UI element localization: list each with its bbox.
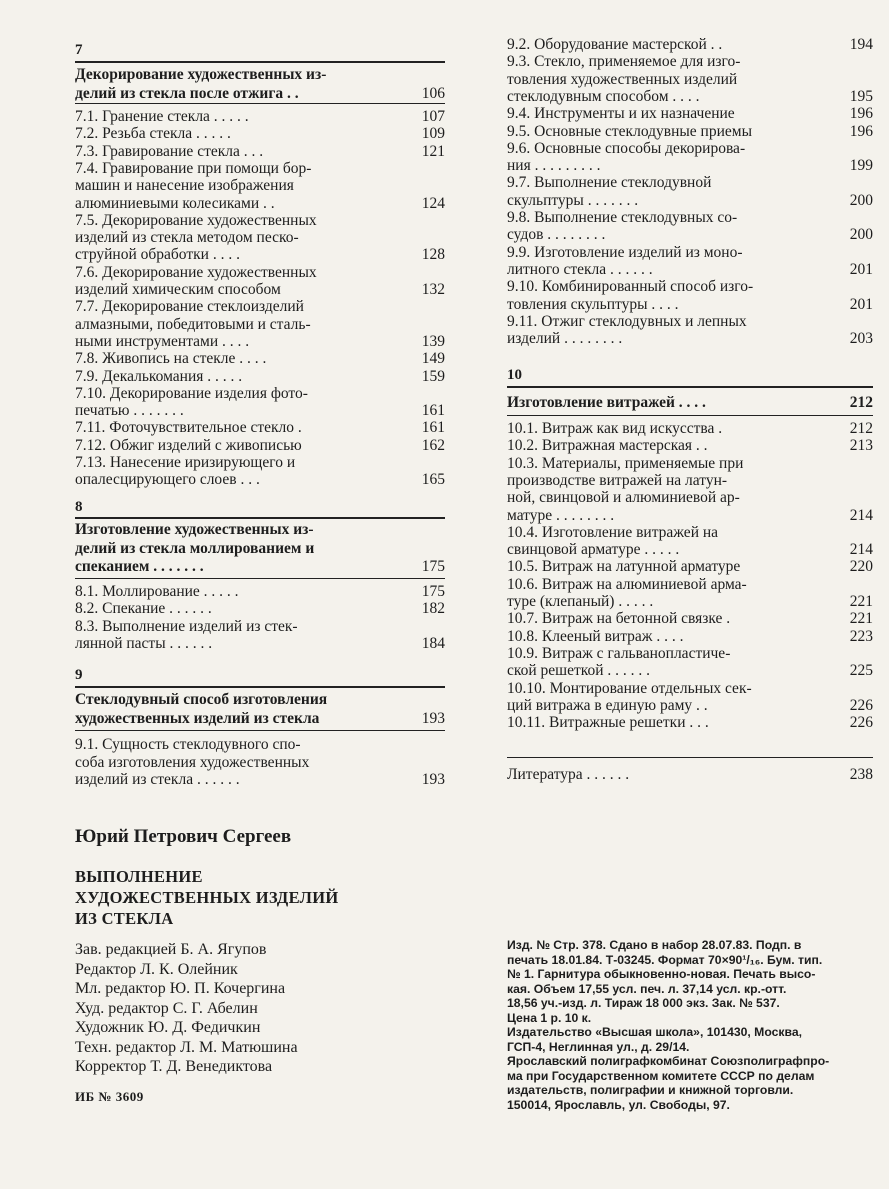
toc-entry-text: 9.5. Основные стеклодувные приемы: [507, 122, 752, 140]
toc-entry-page: 195: [849, 87, 873, 105]
chapter-9-subrule: [75, 730, 445, 731]
toc-entry-text: 7.6. Декорирование художественных: [75, 263, 317, 281]
toc-entry-text: 7.1. Гранение стекла . . . . .: [75, 108, 249, 125]
imprint-line: Цена 1 р. 10 к.: [507, 1010, 592, 1025]
toc-entry-text: 9.2. Оборудование мастерской . .: [507, 36, 723, 53]
chapter-7-number: 7: [75, 42, 83, 58]
toc-entry-text: печатью . . . . . . .: [75, 402, 184, 420]
toc-entry-page: 149: [421, 350, 445, 368]
book-title-line-1: ВЫПОЛНЕНИЕ: [75, 867, 203, 886]
toc-entry-page: 220: [849, 558, 873, 576]
toc-entry-text: 7.3. Гравирование стекла . . .: [75, 142, 264, 160]
toc-entry-page: 212: [849, 420, 873, 437]
toc-entry-text: свинцовой арматуре . . . . .: [507, 541, 680, 559]
chapter-heading-text: Декорирование художественных из-: [75, 66, 327, 83]
toc-entry-text: 7.8. Живопись на стекле . . . .: [75, 350, 267, 368]
chapter-10-number: 10: [507, 367, 522, 383]
toc-entry-page: 175: [421, 583, 445, 600]
toc-entry-text: 7.13. Нанесение иризирующего и: [75, 454, 296, 471]
toc-entry-page: 221: [849, 610, 873, 628]
toc-entry-page: 128: [421, 246, 445, 264]
chapter-7-subrule: [75, 103, 445, 104]
imprint-line: печать 18.01.84. Т-03245. Формат 70×90¹/₁₆. Бум. тип.: [507, 952, 823, 967]
toc-entry-page: 226: [849, 714, 873, 732]
staff-line: Редактор Л. К. Олейник: [75, 960, 238, 978]
imprint-line: 18,56 уч.-изд. л. Тираж 18 000 экз. Зак. № 537.: [507, 996, 780, 1010]
toc-entry-text: 9.9. Изготовление изделий из моно-: [507, 243, 743, 261]
toc-entry-text: 9.3. Стекло, применяемое для изго-: [507, 53, 741, 71]
toc-entry-page: 121: [421, 142, 445, 160]
toc-entry-page: 223: [849, 627, 873, 645]
imprint-line: Издательство «Высшая школа», 101430, Москва,: [507, 1025, 802, 1039]
ib-number: ИБ № 3609: [75, 1089, 144, 1104]
toc-entry-text: 10.9. Витраж с гальванопластиче-: [507, 644, 731, 662]
toc-entry-text: 10.1. Витраж как вид искусства .: [507, 420, 723, 437]
toc-entry-text: соба изготовления художественных: [75, 753, 310, 771]
chapter-heading-text: художественных изделий из стекла: [75, 709, 320, 727]
toc-entry-text: опалесцирующего слоев . . .: [75, 471, 260, 489]
toc-entry-page: 196: [849, 122, 873, 140]
chapter-8-number: 8: [75, 499, 83, 515]
book-title-line-2: ХУДОЖЕСТВЕННЫХ ИЗДЕЛИЙ: [75, 888, 339, 907]
staff-line: Зав. редакцией Б. А. Ягупов: [75, 941, 267, 958]
toc-entry-text: изделий из стекла методом песко-: [75, 229, 299, 247]
toc-entry-page: 124: [421, 194, 445, 212]
toc-entry-text: 10.7. Витраж на бетонной связке .: [507, 610, 731, 628]
toc-entry-text: 8.2. Спекание . . . . . .: [75, 600, 212, 618]
toc-entry-text: 9.8. Выполнение стеклодувных со-: [507, 209, 738, 226]
chapter-10-rule: [507, 386, 873, 388]
toc-entry-page: 162: [421, 436, 445, 454]
toc-entry-text: 7.9. Декалькомания . . . . .: [75, 367, 243, 385]
toc-entry-text: 10.3. Материалы, применяемые при: [507, 454, 744, 472]
toc-entry-page: 226: [849, 696, 873, 714]
toc-entry-page: 182: [421, 600, 445, 618]
imprint-line: кая. Объем 17,55 усл. печ. л. 37,14 усл. кр.-отт.: [507, 981, 787, 996]
toc-entry-text: 9.6. Основные способы декорирова-: [507, 139, 746, 157]
toc-entry-page: 196: [849, 105, 873, 123]
toc-entry-text: 7.10. Декорирование изделия фото-: [75, 384, 308, 402]
toc-entry-text: матуре . . . . . . . .: [507, 506, 615, 524]
imprint-line: Ярославский полиграфкомбинат Союзполиграфпро-: [507, 1054, 830, 1068]
toc-entry-page: 107: [421, 108, 445, 125]
chapter-9-rule: [75, 686, 445, 688]
author-name: Юрий Петрович Сергеев: [75, 826, 292, 847]
toc-entry-text: 7.7. Декорирование стеклоизделий: [75, 298, 304, 316]
toc-entry-text: судов . . . . . . . .: [507, 226, 606, 244]
toc-entry-page: 139: [421, 332, 445, 350]
chapter-heading-page: 193: [421, 709, 445, 727]
toc-entry-page: 203: [849, 330, 873, 348]
imprint-line: 150014, Ярославль, ул. Свободы, 97.: [507, 1097, 730, 1112]
toc-entry-page: 200: [849, 226, 873, 244]
chapter-heading-page: 106: [421, 84, 445, 102]
toc-entry-text: 7.2. Резьба стекла . . . . .: [75, 125, 231, 143]
toc-entry-page: 201: [849, 260, 873, 278]
imprint-line: ма при Государственном комитете СССР по делам: [507, 1068, 815, 1083]
toc-entry-text: 10.4. Изготовление витражей на: [507, 523, 719, 541]
imprint-block: [507, 938, 879, 1112]
toc-entry-text: 10.2. Витражная мастерская . .: [507, 437, 708, 455]
toc-entry-text: 10.6. Витраж на алюминиевой арма-: [507, 575, 747, 593]
toc-entry-page: 199: [849, 157, 873, 175]
toc-entry-page: 214: [849, 506, 873, 524]
toc-entry-text: ций витража в единую раму . .: [507, 696, 708, 714]
toc-entry-text: 10.8. Клееный витраж . . . .: [507, 627, 684, 645]
toc-entry-text: 9.4. Инструменты и их назначение: [507, 105, 735, 123]
imprint-line: издательств, полиграфии и книжной торговли.: [507, 1083, 794, 1097]
toc-entry-text: 7.5. Декорирование художественных: [75, 211, 317, 229]
chapter-heading-page: 175: [421, 558, 445, 575]
toc-entry-text: 10.10. Монтирование отдельных сек-: [507, 679, 752, 697]
chapter-8-rule: [75, 517, 445, 519]
chapter-10-subrule: [507, 415, 873, 416]
toc-entry-text: ния . . . . . . . . .: [507, 157, 601, 175]
toc-entry-page: 225: [849, 662, 873, 680]
staff-line: Корректор Т. Д. Венедиктова: [75, 1058, 273, 1075]
toc-entry-text: изделий химическим способом: [75, 281, 281, 298]
toc-entry-page: 132: [421, 281, 445, 298]
book-title-line-3: ИЗ СТЕКЛА: [75, 909, 174, 928]
toc-entry-page: 184: [421, 634, 445, 652]
imprint-line: Изд. № Стр. 378. Сдано в набор 28.07.83. Подп. в: [507, 938, 802, 952]
toc-entry-text: стеклодувным способом . . . .: [507, 87, 700, 105]
toc-entry-text: 8.3. Выполнение изделий из стек-: [75, 617, 298, 635]
toc-entry-text: 10.11. Витражные решетки . . .: [507, 714, 709, 732]
toc-entry-page: 221: [849, 593, 873, 610]
toc-entry-text: машин и нанесение изображения: [75, 177, 294, 195]
toc-entry-text: изделий из стекла . . . . . .: [75, 771, 240, 788]
toc-entry-text: 8.1. Моллирование . . . . .: [75, 583, 239, 600]
chapter-heading-text: делий из стекла моллированием и: [75, 539, 315, 557]
toc-entry-text: алюминиевыми колесиками . .: [75, 194, 275, 212]
toc-entry-text: товления скульптуры . . . .: [507, 295, 679, 313]
toc-entry-page: 214: [849, 541, 873, 559]
chapter-8-subrule: [75, 578, 445, 579]
toc-entry-text: струйной обработки . . . .: [75, 246, 240, 264]
toc-entry-page: 194: [849, 36, 873, 53]
toc-entry-text: ной, свинцовой и алюминиевой ар-: [507, 489, 740, 507]
chapter-heading-text: Стеклодувный способ изготовления: [75, 691, 328, 708]
toc-entry-text: 7.12. Обжиг изделий с живописью: [75, 436, 302, 454]
toc-entry-page: 161: [421, 419, 445, 437]
toc-entry-page: 201: [849, 295, 873, 313]
toc-entry-text: 9.1. Сущность стеклодувного спо-: [75, 736, 301, 753]
toc-entry-text: ными инструментами . . . .: [75, 332, 250, 350]
toc-entry-page: 193: [421, 771, 445, 788]
toc-entry-text: 9.10. Комбинированный способ изго-: [507, 278, 754, 296]
literature-rule: [507, 757, 873, 758]
toc-entry-text: 10.5. Витраж на латунной арматуре: [507, 558, 741, 576]
toc-entry-page: 161: [421, 402, 445, 420]
toc-entry-text: лянной пасты . . . . . .: [75, 634, 213, 652]
toc-entry-text: литного стекла . . . . . .: [507, 260, 653, 278]
toc-entry-text: 9.11. Отжиг стеклодувных и лепных: [507, 312, 747, 330]
toc-entry-text: 9.7. Выполнение стеклодувной: [507, 174, 712, 192]
toc-entry-text: туре (клепаный) . . . . .: [507, 593, 654, 610]
chapter-7-rule: [75, 61, 445, 63]
toc-entry-page: 200: [849, 191, 873, 209]
toc-entry-text: производстве витражей на латун-: [507, 471, 728, 489]
toc-entry-text: изделий . . . . . . . .: [507, 330, 623, 348]
staff-line: Художник Ю. Д. Федичкин: [75, 1019, 261, 1036]
chapter-9-number: 9: [75, 667, 83, 683]
toc-entry-text: 7.11. Фоточувствительное стекло .: [75, 419, 302, 437]
chapter-heading-text: Изготовление художественных из-: [75, 521, 314, 538]
staff-line: Худ. редактор С. Г. Абелин: [75, 999, 258, 1017]
toc-entry-page: 213: [849, 437, 873, 455]
toc-entry-text: товления художественных изделий: [507, 70, 738, 88]
toc-entry-text: скульптуры . . . . . . .: [507, 191, 639, 209]
chapter-heading-text: делий из стекла после отжига . .: [75, 84, 299, 102]
staff-line: Техн. редактор Л. М. Матюшина: [75, 1038, 298, 1056]
toc-entry-text: ской решеткой . . . . . .: [507, 662, 651, 680]
toc-entry-page: 159: [421, 367, 445, 385]
chapter-heading-text: спеканием . . . . . . .: [75, 558, 204, 575]
imprint-line: № 1. Гарнитура обыкновенно-новая. Печать высо-: [507, 967, 816, 981]
staff-line: Мл. редактор Ю. П. Кочергина: [75, 980, 286, 997]
toc-entry-text: алмазными, победитовыми и сталь-: [75, 315, 311, 333]
imprint-line: ГСП-4, Неглинная ул., д. 29/14.: [507, 1039, 690, 1054]
toc-entry-page: 165: [421, 471, 445, 489]
toc-entry-text: 7.4. Гравирование при помощи бор-: [75, 159, 312, 177]
toc-entry-page: 109: [421, 125, 445, 143]
